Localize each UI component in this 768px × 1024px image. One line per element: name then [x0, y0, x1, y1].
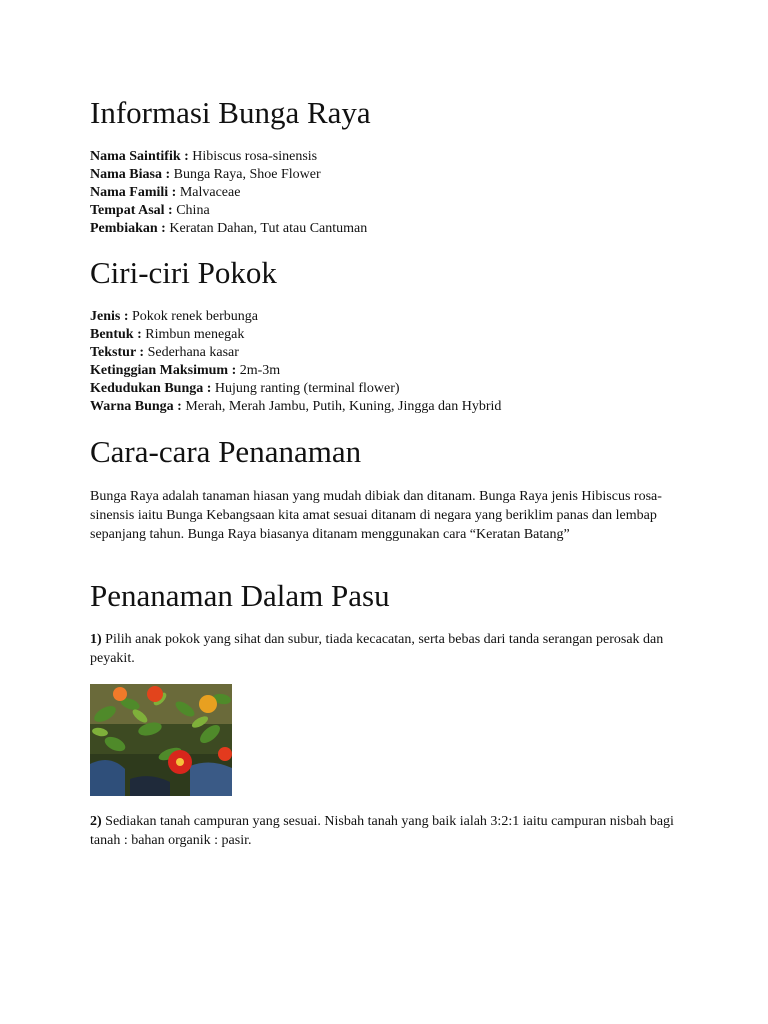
trait-value: 2m-3m — [236, 363, 281, 378]
step-number: 1) — [90, 632, 102, 647]
trait-label: Jenis : — [90, 309, 129, 324]
info-row — [90, 202, 367, 220]
info-row — [90, 220, 367, 238]
info-value: China — [172, 203, 210, 218]
info-row — [90, 166, 367, 184]
info-label: Nama Saintifik : — [90, 149, 189, 164]
trait-value: Pokok renek berbunga — [128, 309, 258, 324]
info-label: Tempat Asal : — [90, 203, 173, 218]
trait-value: Hujung ranting (terminal flower) — [211, 381, 400, 396]
info-value: Keratan Dahan, Tut atau Cantuman — [165, 221, 368, 236]
trait-row — [90, 380, 501, 398]
hibiscus-plant-photo — [90, 684, 232, 796]
info-list — [90, 148, 367, 238]
info-row — [90, 148, 367, 166]
trait-label: Ketinggian Maksimum : — [90, 363, 237, 378]
heading-ciri-ciri: Ciri-ciri Pokok — [90, 255, 277, 290]
heading-pasu: Penanaman Dalam Pasu — [90, 578, 390, 613]
info-label: Nama Famili : — [90, 185, 177, 200]
trait-row — [90, 398, 501, 416]
info-value: Hibiscus rosa-sinensis — [188, 149, 318, 164]
trait-row — [90, 308, 501, 326]
info-value: Malvaceae — [176, 185, 241, 200]
trait-label: Tekstur : — [90, 345, 145, 360]
trait-label: Warna Bunga : — [90, 399, 182, 414]
heading-informasi: Informasi Bunga Raya — [90, 95, 371, 130]
step-1 — [90, 630, 680, 668]
info-value: Bunga Raya, Shoe Flower — [170, 167, 321, 182]
trait-row — [90, 326, 501, 344]
trait-label: Kedudukan Bunga : — [90, 381, 212, 396]
trait-value: Merah, Merah Jambu, Putih, Kuning, Jingga dan Hybrid — [181, 399, 502, 414]
trait-value: Rimbun menegak — [141, 327, 245, 342]
info-row — [90, 184, 367, 202]
trait-value: Sederhana kasar — [144, 345, 239, 360]
trait-row — [90, 344, 501, 362]
traits-list — [90, 308, 501, 416]
trait-label: Bentuk : — [90, 327, 142, 342]
info-label: Pembiakan : — [90, 221, 166, 236]
step-text: Sediakan tanah campuran yang sesuai. Nisbah tanah yang baik ialah 3:2:1 iaitu campuran nisbah bagi tanah : bahan organik : pasir. — [90, 814, 674, 848]
step-number: 2) — [90, 814, 102, 829]
step-text: Pilih anak pokok yang sihat dan subur, tiada kecacatan, serta bebas dari tanda serangan perosak dan peyakit. — [90, 632, 664, 666]
heading-cara-cara: Cara-cara Penanaman — [90, 434, 362, 469]
step-2 — [90, 812, 680, 850]
info-label: Nama Biasa : — [90, 167, 171, 182]
trait-row — [90, 362, 501, 380]
paragraph-penanaman: Bunga Raya adalah tanaman hiasan yang mudah dibiak dan ditanam. Bunga Raya jenis Hibiscus rosa-sinensis iaitu Bunga Kebangsaan kita amat sesuai ditanam di negara yang beriklim panas dan lembap sepanjang tahun. Bunga Raya biasanya ditanam menggunakan cara “Keratan Batang” — [90, 489, 662, 542]
